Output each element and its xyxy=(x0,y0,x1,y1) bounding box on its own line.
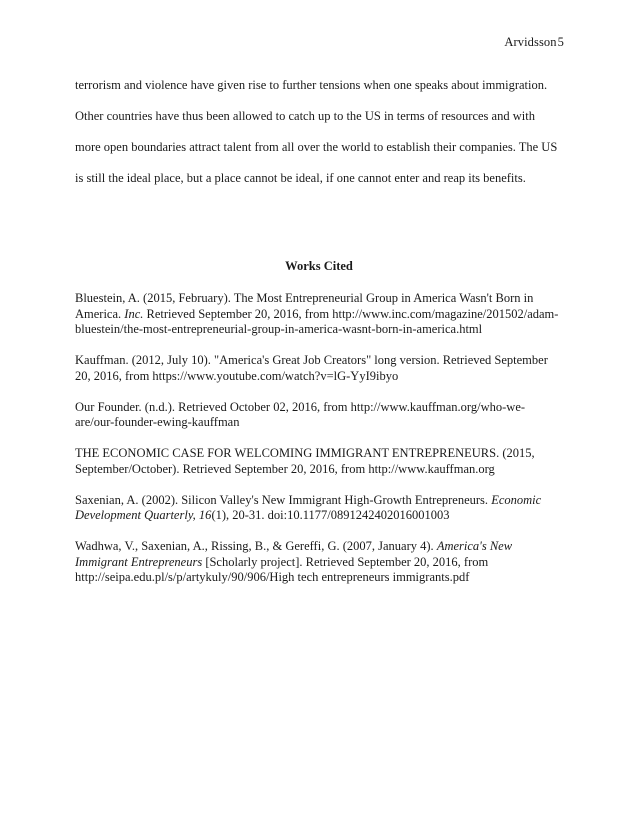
reference-italic-source: Development Quarterly, 16 xyxy=(75,508,212,522)
reference-text: America. xyxy=(75,306,125,321)
reference-italic-source: Immigrant Entrepreneurs xyxy=(75,554,203,569)
header-author: Arvidsson xyxy=(504,35,557,49)
reference-line: THE ECONOMIC CASE FOR WELCOMING IMMIGRANT ENTREPRENEURS. (2015, xyxy=(75,446,535,460)
reference-text: (1), 20-31. doi:10.1177/0891242402016001003 xyxy=(211,508,450,522)
reference-entry-saxenian xyxy=(75,493,575,524)
running-head xyxy=(504,35,564,50)
reference-entry-our-founder xyxy=(75,400,575,431)
reference-line xyxy=(75,555,575,571)
reference-line xyxy=(75,493,575,509)
reference-text: Saxenian, A. (2002). Silicon Valley's New Immigrant High-Growth Entrepreneurs. xyxy=(75,492,492,507)
reference-line: Our Founder. (n.d.). Retrieved October 02, 2016, from http://www.kauffman.org/who-we- xyxy=(75,399,526,414)
reference-line xyxy=(75,307,575,323)
reference-line: bluestein/the-most-entrepreneurial-group-in-america-wasnt-born-in-america.html xyxy=(75,322,483,336)
reference-italic-source: Economic xyxy=(491,492,542,507)
reference-italic-source: Inc. xyxy=(124,306,144,321)
reference-entry-kauffman xyxy=(75,353,575,384)
reference-line xyxy=(75,508,575,524)
reference-text: Retrieved September 20, 2016, from http://www.inc.com/magazine/201502/adam- xyxy=(143,306,559,321)
header-page-number: 5 xyxy=(557,35,564,49)
reference-line: are/our-founder-ewing-kauffman xyxy=(75,415,240,429)
reference-italic-source: America's New xyxy=(436,539,513,553)
reference-line xyxy=(75,539,575,555)
body-line: is still the ideal place, but a place cannot be ideal, if one cannot enter and reap its benefits. xyxy=(75,171,526,185)
reference-text: Wadhwa, V., Saxenian, A., Rissing, B., & Gereffi, G. (2007, January 4). xyxy=(75,539,437,553)
reference-line: Kauffman. (2012, July 10). "America's Great Job Creators" long version. Retrieved September xyxy=(75,353,548,367)
body-line: more open boundaries attract talent from all over the world to establish their companies. The US xyxy=(75,140,558,154)
reference-entry-bluestein xyxy=(75,291,575,338)
reference-entry-economic-case xyxy=(75,446,575,477)
works-cited-list xyxy=(75,291,575,601)
reference-line: 20, 2016, from https://www.youtube.com/watch?v=lG-YyI9ibyo xyxy=(75,368,399,383)
body-line: terrorism and violence have given rise to further tensions when one speaks about immigration. xyxy=(75,78,548,92)
body-line: Other countries have thus been allowed to catch up to the US in terms of resources and with xyxy=(75,109,535,123)
body-paragraph xyxy=(75,70,575,194)
reference-line: http://seipa.edu.pl/s/p/artykuly/90/906/High tech entrepreneurs immigrants.pdf xyxy=(75,570,470,584)
reference-line: September/October). Retrieved September 20, 2016, from http://www.kauffman.org xyxy=(75,461,495,476)
reference-text: [Scholarly project]. Retrieved September 20, 2016, from xyxy=(202,554,489,569)
reference-line: Bluestein, A. (2015, February). The Most Entrepreneurial Group in America Wasn't Born in xyxy=(75,291,534,305)
reference-entry-wadhwa xyxy=(75,539,575,586)
works-cited-title: Works Cited xyxy=(285,259,353,273)
